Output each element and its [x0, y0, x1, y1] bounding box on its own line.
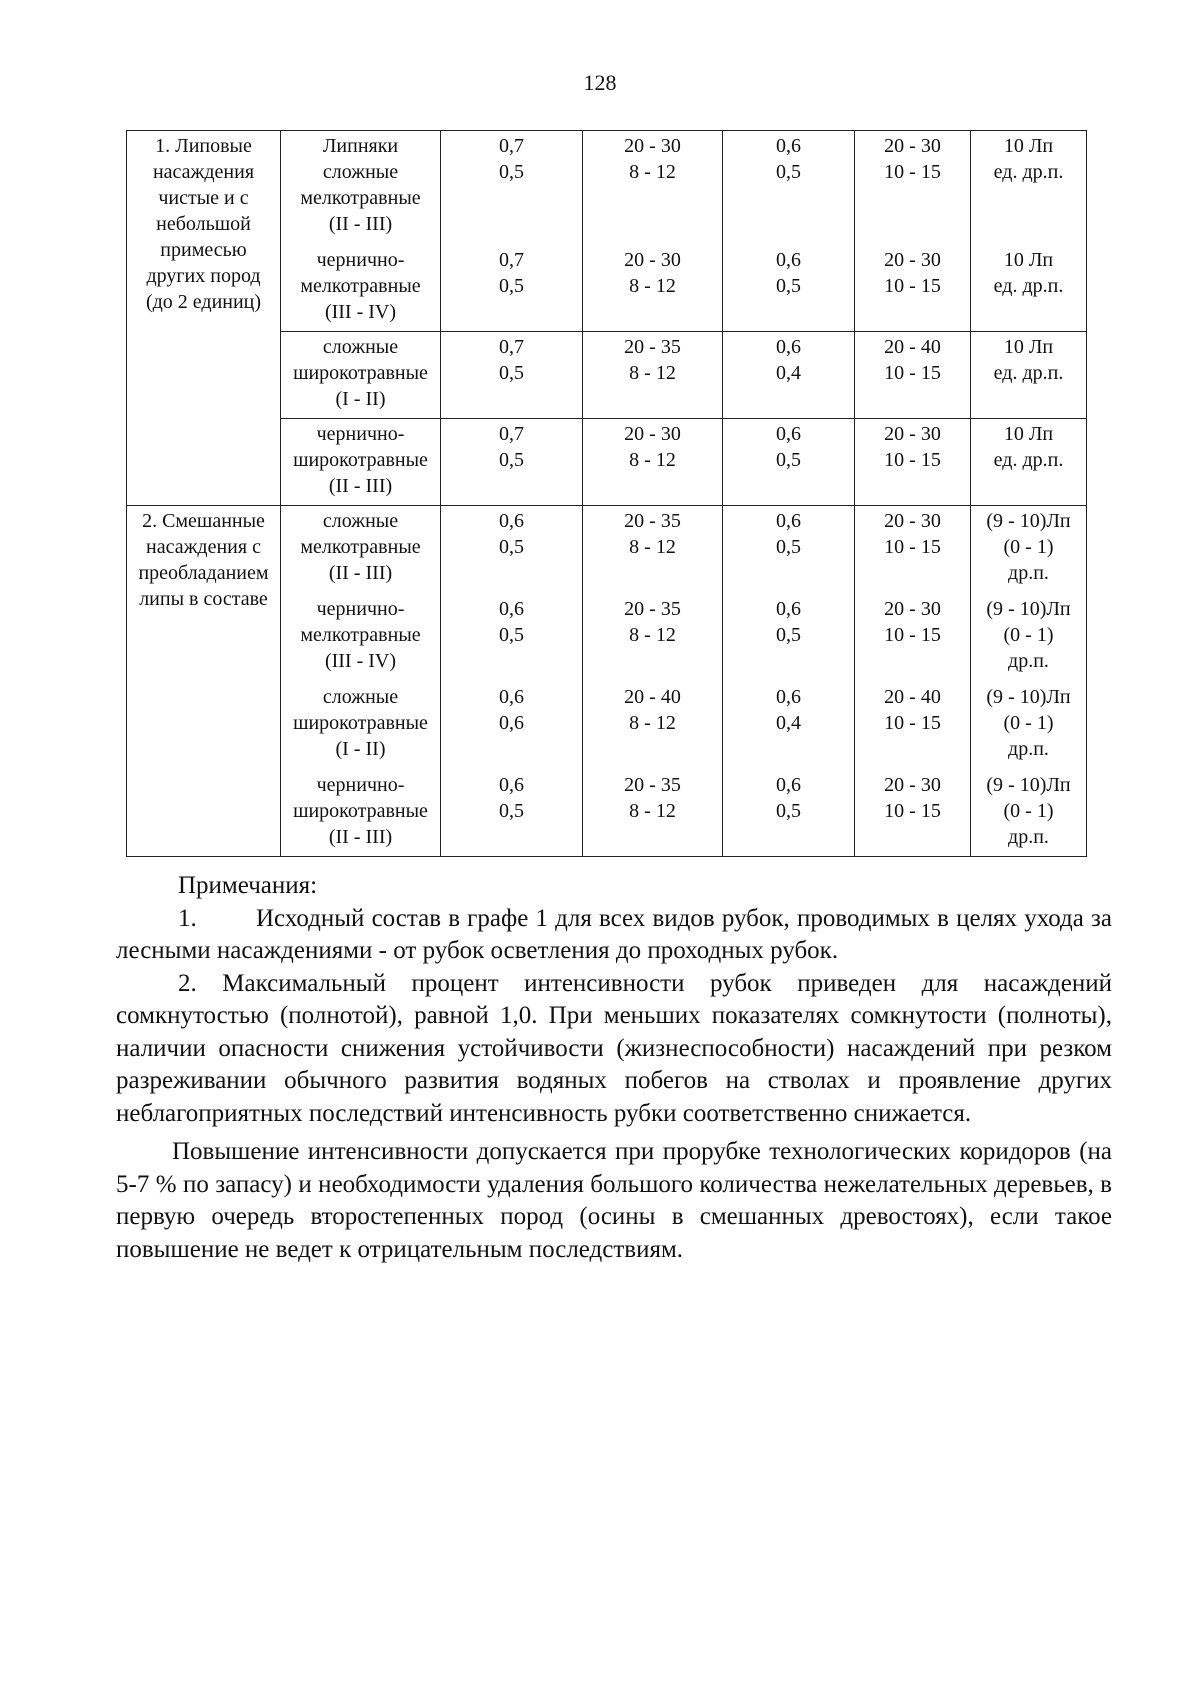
- forest-type-cell: [281, 131, 441, 332]
- forest-type-line: Липняки: [322, 135, 399, 157]
- composition-line: (9 - 10)Лп: [986, 598, 1071, 620]
- composition-line: 10 Лп: [1003, 135, 1054, 157]
- block-gap: [972, 674, 1085, 684]
- forest-type-line: (II - III): [328, 562, 393, 584]
- density-line: 0,6: [499, 712, 524, 734]
- density-age-line: 20 - 35: [624, 774, 681, 796]
- composition-line: (0 - 1): [1003, 536, 1054, 558]
- intensity-cell: [723, 332, 855, 419]
- density-line: 0,5: [499, 161, 524, 183]
- forest-type-line: сложные: [322, 161, 399, 183]
- intensity-age-line: 10 - 15: [884, 624, 941, 646]
- forest-type-line: (II - III): [328, 213, 393, 235]
- density-age-line: 20 - 35: [624, 510, 681, 532]
- density-cell: [441, 332, 583, 419]
- intensity-line: 0,4: [776, 362, 801, 384]
- block-gap: [584, 560, 721, 596]
- block-gap: [584, 648, 721, 684]
- page-number: 128: [583, 70, 617, 95]
- intensity-age-line: 10 - 15: [884, 275, 941, 297]
- stand-group-cell: [127, 506, 281, 857]
- block-gap: [856, 560, 969, 596]
- composition-cell: [971, 332, 1087, 419]
- stand-group-line: насаждения с: [146, 536, 261, 558]
- density-line: 0,5: [499, 536, 524, 558]
- density-cell: [441, 506, 583, 857]
- forest-type-line: чернично-: [316, 598, 405, 620]
- density-age-line: 8 - 12: [629, 800, 676, 822]
- intensity-age-line: 10 - 15: [884, 449, 941, 471]
- density-line: 0,6: [499, 686, 524, 708]
- intensity-age-line: 10 - 15: [884, 536, 941, 558]
- forest-type-line: широкотравные: [293, 712, 428, 734]
- notes-heading: Примечания:: [178, 872, 318, 899]
- intensity-line: 0,6: [776, 135, 801, 157]
- composition-cell: [971, 131, 1087, 332]
- intensity-paragraph: Повышение интенсивности допускается при прорубке технологических коридоров (на 5-7 % по запасу) и необходимости удаления большого количества нежелательных деревьев, в первую очередь второстепенных пород (осины в смешанных древостоях), если такое повышение не ведет к отрицательным последствиям.: [116, 1138, 1112, 1263]
- forest-type-line: широкотравные: [293, 800, 428, 822]
- forest-type-line: чернично-: [316, 774, 405, 796]
- intensity-line: 0,6: [776, 423, 801, 445]
- density-line: 0,5: [499, 449, 524, 471]
- block-gap: [972, 762, 1085, 772]
- composition-line: (9 - 10)Лп: [986, 774, 1071, 796]
- density-cell: [441, 419, 583, 506]
- intensity-line: 0,6: [776, 686, 801, 708]
- forest-type-line: (III - IV): [324, 650, 397, 672]
- intensity-line: 0,5: [776, 275, 801, 297]
- table-row: [127, 131, 1087, 332]
- density-line: 0,6: [499, 598, 524, 620]
- intensity-age-line: 20 - 30: [884, 423, 941, 445]
- composition-line: др.п.: [1008, 738, 1049, 760]
- density-age-line: 20 - 30: [624, 423, 681, 445]
- forest-type-line: (III - IV): [324, 301, 397, 323]
- forest-type-line: (I - II): [335, 738, 386, 760]
- intensity-age-line: 20 - 30: [884, 598, 941, 620]
- density-age-line: 8 - 12: [629, 449, 676, 471]
- density-cell: [441, 131, 583, 332]
- density-line: 0,5: [499, 362, 524, 384]
- intensity-age-line: 20 - 30: [884, 510, 941, 532]
- forest-type-cell: [281, 332, 441, 419]
- block-gap: [856, 736, 969, 772]
- forest-type-line: мелкотравные: [300, 275, 421, 297]
- density-age-line: 20 - 30: [624, 249, 681, 271]
- composition-line: ед. др.п.: [993, 275, 1064, 297]
- stand-group-line: преобладанием: [138, 562, 269, 584]
- note-1-text: Исходный состав в графе 1 для всех видов рубок, проводимых в целях ухода за лесными насаждениями - от рубок осветления до проходных рубок.: [116, 904, 1112, 964]
- block-gap: [972, 185, 1085, 247]
- intensity-age-line: 10 - 15: [884, 362, 941, 384]
- density-age-line: 20 - 40: [624, 686, 681, 708]
- intensity-line: 0,5: [776, 624, 801, 646]
- composition-line: др.п.: [1008, 562, 1049, 584]
- intensity-cell: [723, 506, 855, 857]
- forest-type-line: сложные: [322, 686, 399, 708]
- forest-type-line: мелкотравные: [300, 187, 421, 209]
- density-line: 0,6: [499, 774, 524, 796]
- density-line: 0,7: [499, 135, 524, 157]
- density-line: 0,5: [499, 624, 524, 646]
- intensity-age-line: 20 - 30: [884, 249, 941, 271]
- forest-type-line: чернично-: [316, 423, 405, 445]
- stand-group-line: 2. Смешанные: [142, 510, 265, 532]
- block-gap: [856, 185, 969, 247]
- block-gap: [442, 560, 581, 596]
- notes-section: [116, 870, 1112, 1266]
- composition-line: 10 Лп: [1003, 336, 1054, 358]
- forest-type-line: сложные: [322, 510, 399, 532]
- forest-type-line: широкотравные: [293, 449, 428, 471]
- density-age-line: 8 - 12: [629, 624, 676, 646]
- density-line: 0,6: [499, 510, 524, 532]
- block-gap: [724, 560, 853, 596]
- composition-line: (0 - 1): [1003, 624, 1054, 646]
- density-age-line: 8 - 12: [629, 161, 676, 183]
- intensity-line: 0,5: [776, 161, 801, 183]
- block-gap: [282, 237, 439, 247]
- intensity-line: 0,6: [776, 598, 801, 620]
- stand-group-line: примесью: [160, 239, 247, 261]
- stand-group-line: 1. Липовые: [155, 135, 252, 157]
- stand-group-line: чистые и с: [158, 187, 249, 209]
- density-line: 0,7: [499, 249, 524, 271]
- intensity-line: 0,6: [776, 774, 801, 796]
- density-age-line: 20 - 35: [624, 598, 681, 620]
- density-line: 0,5: [499, 275, 524, 297]
- note-2: 2. Максимальный процент интенсивности рубок приведен для насаждений сомкнутостью (полнотой), равной 1,0. При меньших показателях сомкнутости (полноты), наличии опасности снижения устойчивости (жизнеспособности) насаждений при резком разреживании обычного развития водяных побегов на стволах и проявление других неблагоприятных последствий интенсивность рубки соответственно снижается.: [116, 969, 1112, 1127]
- block-gap: [724, 185, 853, 247]
- intensity-age-cell: [855, 332, 971, 419]
- block-gap: [856, 648, 969, 684]
- stand-group-line: (до 2 единиц): [145, 291, 262, 313]
- forest-type-line: мелкотравные: [300, 624, 421, 646]
- intensity-line: 0,5: [776, 536, 801, 558]
- composition-line: др.п.: [1008, 826, 1049, 848]
- intensity-age-line: 10 - 15: [884, 800, 941, 822]
- intensity-line: 0,6: [776, 336, 801, 358]
- block-gap: [282, 762, 439, 772]
- forest-type-line: чернично-: [316, 249, 405, 271]
- composition-line: (9 - 10)Лп: [986, 686, 1071, 708]
- density-age-line: 8 - 12: [629, 536, 676, 558]
- table-body: [127, 131, 1087, 857]
- intensity-age-line: 10 - 15: [884, 712, 941, 734]
- intensity-cell: [723, 419, 855, 506]
- forest-type-line: мелкотравные: [300, 536, 421, 558]
- intensity-age-line: 20 - 30: [884, 135, 941, 157]
- intensity-line: 0,6: [776, 510, 801, 532]
- stand-group-line: насаждения: [152, 161, 255, 183]
- density-line: 0,5: [499, 800, 524, 822]
- note-1: [116, 903, 1112, 968]
- stand-group-cell: [127, 131, 281, 506]
- stand-group-line: других пород: [146, 265, 261, 287]
- density-age-line: 8 - 12: [629, 712, 676, 734]
- intensity-line: 0,6: [776, 249, 801, 271]
- density-age-line: 8 - 12: [629, 275, 676, 297]
- intensity-age-cell: [855, 506, 971, 857]
- forest-thinning-table: [126, 130, 1087, 857]
- block-gap: [584, 736, 721, 772]
- intensity-cell: [723, 131, 855, 332]
- block-gap: [442, 185, 581, 247]
- composition-line: ед. др.п.: [993, 449, 1064, 471]
- composition-line: (0 - 1): [1003, 800, 1054, 822]
- block-gap: [442, 736, 581, 772]
- density-line: 0,7: [499, 423, 524, 445]
- intensity-age-line: 20 - 40: [884, 686, 941, 708]
- block-gap: [442, 648, 581, 684]
- intensity-age-line: 20 - 40: [884, 336, 941, 358]
- composition-line: 10 Лп: [1003, 423, 1054, 445]
- density-age-cell: [583, 506, 723, 857]
- block-gap: [584, 185, 721, 247]
- forest-type-cell: [281, 506, 441, 857]
- intensity-age-cell: [855, 131, 971, 332]
- forest-type-line: (II - III): [328, 826, 393, 848]
- composition-line: (9 - 10)Лп: [986, 510, 1071, 532]
- block-gap: [724, 648, 853, 684]
- intensity-line: 0,5: [776, 800, 801, 822]
- forest-type-line: (I - II): [335, 388, 386, 410]
- composition-cell: [971, 419, 1087, 506]
- block-gap: [282, 586, 439, 596]
- block-gap: [724, 736, 853, 772]
- composition-line: ед. др.п.: [993, 161, 1064, 183]
- intensity-age-line: 10 - 15: [884, 161, 941, 183]
- table-row: [127, 506, 1087, 857]
- composition-line: 10 Лп: [1003, 249, 1054, 271]
- stand-group-line: липы в составе: [139, 588, 268, 610]
- density-line: 0,7: [499, 336, 524, 358]
- density-age-line: 8 - 12: [629, 362, 676, 384]
- forest-type-line: сложные: [322, 336, 399, 358]
- composition-cell: [971, 506, 1087, 857]
- intensity-line: 0,5: [776, 449, 801, 471]
- density-age-line: 20 - 35: [624, 336, 681, 358]
- forest-type-line: (II - III): [328, 475, 393, 497]
- density-age-cell: [583, 131, 723, 332]
- composition-line: (0 - 1): [1003, 712, 1054, 734]
- composition-line: др.п.: [1008, 650, 1049, 672]
- note-1-number: 1.: [178, 904, 197, 932]
- stand-group-line: небольшой: [156, 213, 251, 235]
- block-gap: [282, 674, 439, 684]
- density-age-cell: [583, 419, 723, 506]
- forest-type-cell: [281, 419, 441, 506]
- density-age-line: 20 - 30: [624, 135, 681, 157]
- composition-line: ед. др.п.: [993, 362, 1064, 384]
- intensity-age-cell: [855, 419, 971, 506]
- intensity-line: 0,4: [776, 712, 801, 734]
- block-gap: [972, 586, 1085, 596]
- density-age-cell: [583, 332, 723, 419]
- forest-type-line: широкотравные: [293, 362, 428, 384]
- intensity-age-line: 20 - 30: [884, 774, 941, 796]
